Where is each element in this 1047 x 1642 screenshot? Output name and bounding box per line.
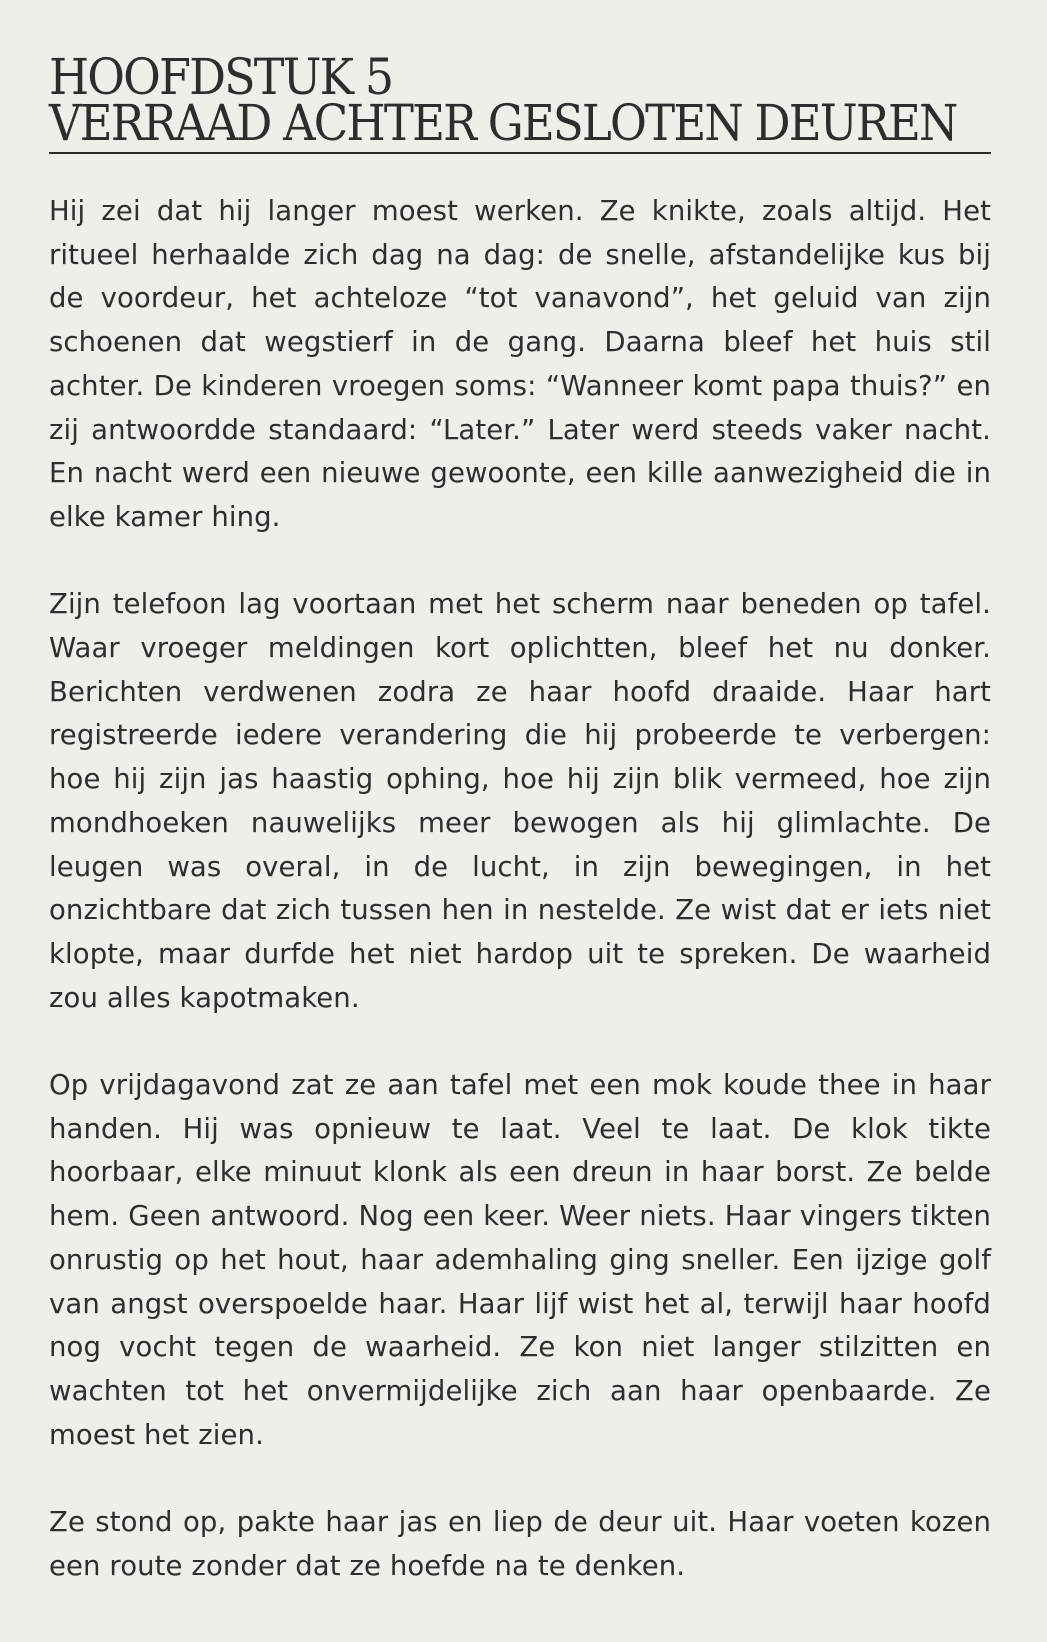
chapter-header <box>49 50 991 154</box>
chapter-number: HOOFDSTUK 5 <box>49 48 393 106</box>
chapter-page <box>49 50 991 1632</box>
paragraph-2: Zijn telefoon lag voortaan met het scherm naar beneden op tafel. Waar vroeger meldingen kort oplichtten, bleef het nu donker. Berichten verdwenen zodra ze haar hoofd draaide. Haar hart registreerde iedere verandering die hij probeerde te verbergen: hoe hij zijn jas haastig ophing, hoe hij zijn blik vermeed, hoe zijn mondhoeken nauwelijks meer bewogen als hij glimlachte. De leugen was overal, in de lucht, in zijn bewegingen, in het onzichtbare dat zich tussen hen in nestelde. Ze wist dat er iets niet klopte, maar durfde het niet hardop uit te spreken. De waarheid zou alles kapotmaken. <box>49 588 991 1014</box>
paragraph-4: Ze stond op, pakte haar jas en liep de deur uit. Haar voeten kozen een route zonder dat ze hoefde na te denken. <box>49 1506 991 1582</box>
paragraph-1: Hij zei dat hij langer moest werken. Ze knikte, zoals altijd. Het ritueel herhaalde zich dag na dag: de snelle, afstandelijke kus bij de voordeur, het achteloze “tot vanavond”, het geluid van zijn schoenen dat wegstierf in de gang. Daarna bleef het huis stil achter. De kinderen vroegen soms: “Wanneer komt papa thuis?” en zij antwoordde standaard: “Later.” Later werd steeds vaker nacht. En nacht werd een nieuwe gewoonte, een kille aanwezigheid die in elke kamer hing. <box>49 195 991 533</box>
chapter-body <box>49 190 991 1588</box>
chapter-title: VERRAAD ACHTER GESLOTEN DEUREN <box>49 94 957 152</box>
paragraph-3: Op vrijdagavond zat ze aan tafel met een mok koude thee in haar handen. Hij was opnieuw te laat. Veel te laat. De klok tikte hoorbaar, elke minuut klonk als een dreun in haar borst. Ze belde hem. Geen antwoord. Nog een keer. Weer niets. Haar vingers tikten onrustig op het hout, haar ademhaling ging sneller. Een ijzige golf van angst overspoelde haar. Haar lijf wist het al, terwijl haar hoofd nog vocht tegen de waarheid. Ze kon niet langer stilzitten en wachten tot het onvermijdelijke zich aan haar openbaarde. Ze moest het zien. <box>49 1069 991 1451</box>
